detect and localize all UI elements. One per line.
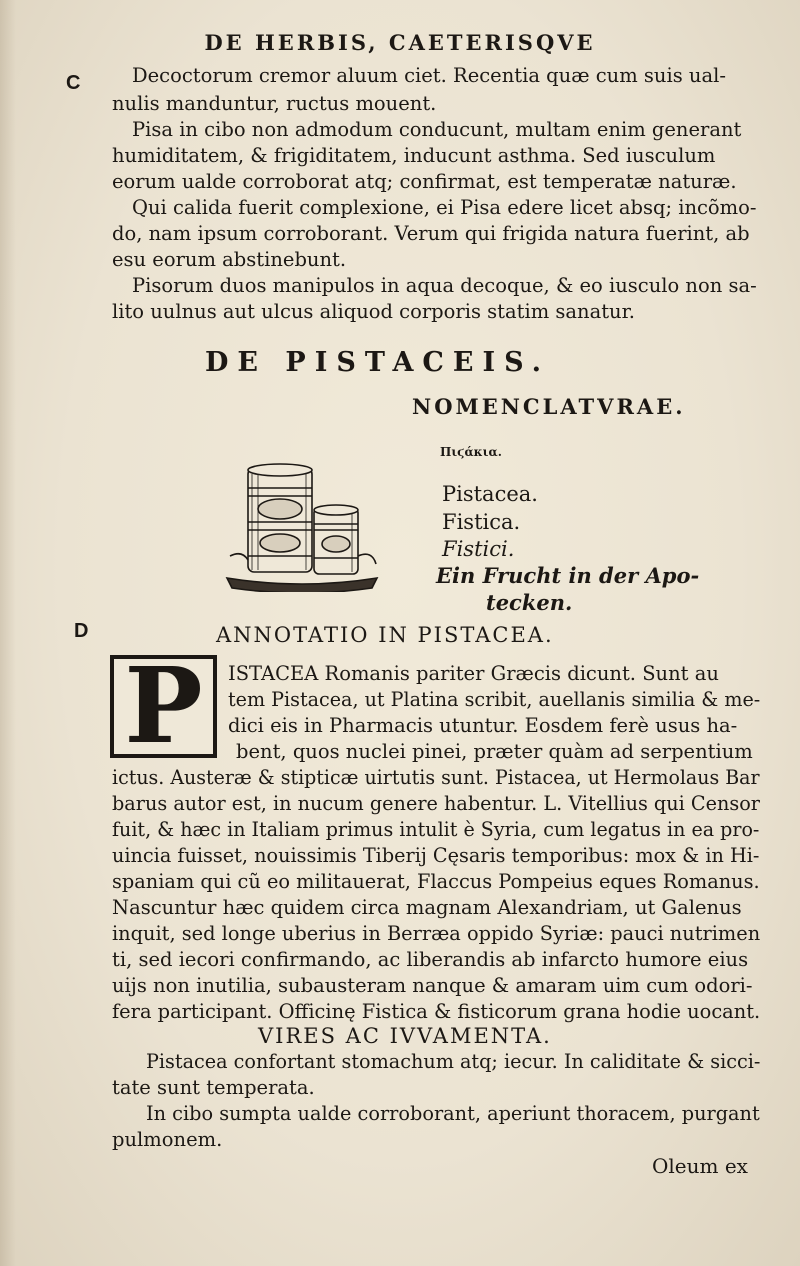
text-line: tate sunt temperata. <box>112 1076 315 1099</box>
text-line: inquit, sed longe uberius in Berræa oppido Syriæ: pauci nutrimen <box>112 922 761 945</box>
text-line: spaniam qui cũ eo militauerat, Flaccus Pompeius eques Romanus. <box>112 870 760 893</box>
text-line: Pistacea confortant stomachum atq; iecur. In caliditate & sicci- <box>146 1050 761 1073</box>
text-line: tem Pistacea, ut Platina scribit, auellanis similia & me- <box>228 688 761 711</box>
text-line: fera participant. Officinę Fistica & fisticorum grana hodie uocant. <box>112 1000 761 1023</box>
text-line: Pisorum duos manipulos in aqua decoque, & eo iusculo non sa- <box>132 274 757 297</box>
margin-letter-c: C <box>66 72 81 94</box>
annotatio-title: ANNOTATIO IN PISTACEA. <box>216 623 554 647</box>
text-line: ictus. Austeræ & stipticæ uirtutis sunt. Pistacea, ut Hermolaus Bar <box>112 766 760 789</box>
text-line: Qui calida fuerit complexione, ei Pisa edere licet absq; incõmo- <box>132 196 757 219</box>
text-line: barus autor est, in nucum genere habentur. L. Vitellius qui Censor <box>112 792 761 815</box>
text-line: Decoctorum cremor aluum ciet. Recentia quæ cum suis ual- <box>132 64 726 87</box>
text-line: Pisa in cibo non admodum conducunt, multam enim generant <box>132 118 742 141</box>
running-head: DE HERBIS, CAETERISQVE <box>204 30 596 55</box>
text-line: pulmonem. <box>112 1128 223 1151</box>
section-title: DE PISTACEIS. <box>205 347 551 378</box>
text-line: lito uulnus aut ulcus aliquod corporis statim sanatur. <box>112 300 635 323</box>
text-line: do, nam ipsum corroborant. Verum qui frigida natura fuerint, ab <box>112 222 750 245</box>
text-line: bent, quos nuclei pinei, præter quàm ad serpentium <box>236 740 753 763</box>
text-line: esu eorum abstinebunt. <box>112 248 347 271</box>
decorated-initial <box>110 644 217 767</box>
initial-letter: P <box>124 644 203 767</box>
text-line: uijs non inutilia, subausteram nanque & amaram uim cum odori- <box>112 974 753 997</box>
text-line: dici eis in Pharmacis utuntur. Eosdem ferè usus ha- <box>228 714 738 737</box>
greek-name: Πιϛάκια. <box>440 445 502 459</box>
german-name-line2: tecken. <box>486 590 573 615</box>
text-line: ISTACEA Romanis pariter Græcis dicunt. Sunt au <box>228 662 719 685</box>
text-line: Nascuntur hæc quidem circa magnam Alexandriam, ut Galenus <box>112 896 742 919</box>
text-line: uincia fuisset, nouissimis Tiberij Cęsaris temporibus: mox & in Hi- <box>112 844 760 867</box>
text-line: In cibo sumpta ualde corroborant, aperiunt thoracem, purgant <box>146 1102 760 1125</box>
name-fistici: Fistici. <box>442 537 515 561</box>
initial-frame <box>114 644 213 767</box>
margin-letter-d: D <box>74 620 89 642</box>
german-name-line1: Ein Frucht in der Apo- <box>436 563 700 588</box>
text-line: ti, sed iecori confirmando, ac liberandis ab infarcto humore eius <box>112 948 749 971</box>
text-line: fuit, & hæc in Italiam primus intulit è Syria, cum legatus in ea pro- <box>112 818 760 841</box>
text-line: nulis manduntur, ructus mouent. <box>112 92 437 115</box>
name-pistacea: Pistacea. <box>442 482 538 506</box>
vires-title: VIRES AC IVVAMENTA. <box>258 1024 552 1048</box>
name-fistica: Fistica. <box>442 510 521 534</box>
text-line: humiditatem, & frigiditatem, inducunt asthma. Sed iusculum <box>112 144 716 167</box>
nomenclature-title: NOMENCLATVRAE. <box>412 394 686 419</box>
text-line: eorum ualde corroborat atq; confirmat, est temperatæ naturæ. <box>112 170 737 193</box>
pistachio-jars-illustration <box>222 460 382 592</box>
catchword: Oleum ex <box>652 1154 748 1178</box>
page-fold-shadow <box>0 0 16 1266</box>
